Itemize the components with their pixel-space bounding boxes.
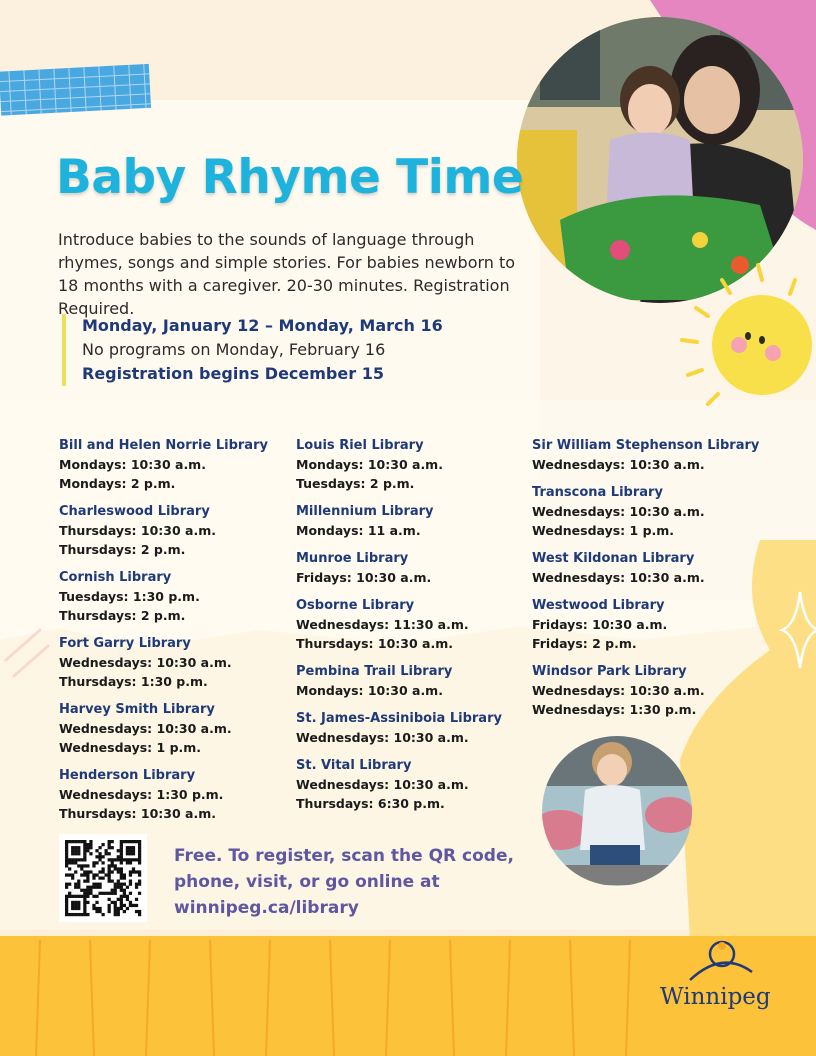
library-time: Mondays: 2 p.m. bbox=[59, 476, 176, 491]
library-entry bbox=[59, 766, 268, 823]
library-time: Wednesdays: 10:30 a.m. bbox=[296, 730, 469, 745]
library-time: Tuesdays: 1:30 p.m. bbox=[59, 589, 200, 604]
library-name: Munroe Library bbox=[296, 551, 409, 566]
library-name: St. Vital Library bbox=[296, 758, 412, 773]
library-time: Mondays: 10:30 a.m. bbox=[296, 683, 443, 698]
library-time: Fridays: 2 p.m. bbox=[532, 636, 637, 651]
library-entry bbox=[296, 709, 502, 747]
library-time: Mondays: 11 a.m. bbox=[296, 523, 421, 538]
library-time: Wednesdays: 11:30 a.m. bbox=[296, 617, 469, 632]
library-time: Thursdays: 10:30 a.m. bbox=[59, 523, 216, 538]
library-time: Wednesdays: 10:30 a.m. bbox=[532, 504, 705, 519]
library-time: Mondays: 10:30 a.m. bbox=[296, 457, 443, 472]
library-name: Fort Garry Library bbox=[59, 636, 191, 651]
library-name: Osborne Library bbox=[296, 598, 415, 613]
library-entry bbox=[532, 549, 759, 587]
library-time: Thursdays: 2 p.m. bbox=[59, 542, 186, 557]
date-block bbox=[62, 314, 443, 386]
date-range: Monday, January 12 – Monday, March 16 bbox=[82, 316, 443, 335]
library-time: Thursdays: 10:30 a.m. bbox=[59, 806, 216, 821]
library-time: Wednesdays: 1:30 p.m. bbox=[532, 702, 697, 717]
library-time: Wednesdays: 10:30 a.m. bbox=[532, 570, 705, 585]
library-name: St. James-Assiniboia Library bbox=[296, 711, 502, 726]
library-entry bbox=[532, 596, 759, 653]
library-name: Sir William Stephenson Library bbox=[532, 438, 760, 453]
library-name: West Kildonan Library bbox=[532, 551, 695, 566]
library-entry bbox=[59, 634, 268, 691]
library-entry bbox=[532, 483, 759, 540]
library-column-1 bbox=[59, 436, 268, 832]
library-time: Tuesdays: 2 p.m. bbox=[296, 476, 415, 491]
library-time: Wednesdays: 1:30 p.m. bbox=[59, 787, 224, 802]
library-column-2 bbox=[296, 436, 502, 822]
library-column-3 bbox=[532, 436, 759, 728]
library-entry bbox=[296, 662, 502, 700]
winnipeg-logo: Winnipeg bbox=[660, 984, 771, 1010]
library-entry bbox=[296, 596, 502, 653]
library-entry bbox=[532, 436, 759, 474]
library-time: Wednesdays: 10:30 a.m. bbox=[59, 721, 232, 736]
library-name: Windsor Park Library bbox=[532, 664, 687, 679]
library-name: Westwood Library bbox=[532, 598, 665, 613]
library-time: Thursdays: 2 p.m. bbox=[59, 608, 186, 623]
library-entry bbox=[59, 700, 268, 757]
qr-code-icon[interactable] bbox=[59, 834, 147, 922]
library-time: Mondays: 10:30 a.m. bbox=[59, 457, 206, 472]
library-name: Henderson Library bbox=[59, 768, 196, 783]
registration-date: Registration begins December 15 bbox=[82, 364, 384, 383]
library-time: Thursdays: 1:30 p.m. bbox=[59, 674, 208, 689]
intro-text: Introduce babies to the sounds of language through rhymes, songs and simple stories. For babies newborn to 18 months with a caregiver. 20-30 minutes. Registration Required. bbox=[58, 230, 516, 318]
library-entry bbox=[59, 502, 268, 559]
library-name: Transcona Library bbox=[532, 485, 663, 500]
library-name: Millennium Library bbox=[296, 504, 434, 519]
library-time: Thursdays: 6:30 p.m. bbox=[296, 796, 445, 811]
library-name: Charleswood Library bbox=[59, 504, 210, 519]
library-name: Pembina Trail Library bbox=[296, 664, 453, 679]
library-entry bbox=[296, 502, 502, 540]
library-entry bbox=[59, 436, 268, 493]
library-time: Thursdays: 10:30 a.m. bbox=[296, 636, 453, 651]
page-title: Baby Rhyme Time bbox=[56, 150, 524, 205]
library-name: Harvey Smith Library bbox=[59, 702, 215, 717]
library-time: Wednesdays: 1 p.m. bbox=[532, 523, 675, 538]
library-time: Wednesdays: 10:30 a.m. bbox=[59, 655, 232, 670]
library-entry bbox=[532, 662, 759, 719]
library-entry bbox=[296, 549, 502, 587]
registration-info: Free. To register, scan the QR code, phone, visit, or go online at winnipeg.ca/library bbox=[174, 846, 514, 918]
library-time: Wednesdays: 10:30 a.m. bbox=[296, 777, 469, 792]
date-exception: No programs on Monday, February 16 bbox=[82, 340, 386, 359]
library-time: Wednesdays: 1 p.m. bbox=[59, 740, 202, 755]
photo-parent-reading bbox=[517, 17, 803, 303]
library-name: Bill and Helen Norrie Library bbox=[59, 438, 268, 453]
library-name: Cornish Library bbox=[59, 570, 172, 585]
library-name: Louis Riel Library bbox=[296, 438, 424, 453]
library-time: Fridays: 10:30 a.m. bbox=[532, 617, 668, 632]
library-time: Fridays: 10:30 a.m. bbox=[296, 570, 432, 585]
smiling-sun-icon bbox=[712, 295, 812, 395]
library-time: Wednesdays: 10:30 a.m. bbox=[532, 457, 705, 472]
library-entry bbox=[296, 756, 502, 813]
library-time: Wednesdays: 10:30 a.m. bbox=[532, 683, 705, 698]
library-entry bbox=[59, 568, 268, 625]
library-entry bbox=[296, 436, 502, 493]
